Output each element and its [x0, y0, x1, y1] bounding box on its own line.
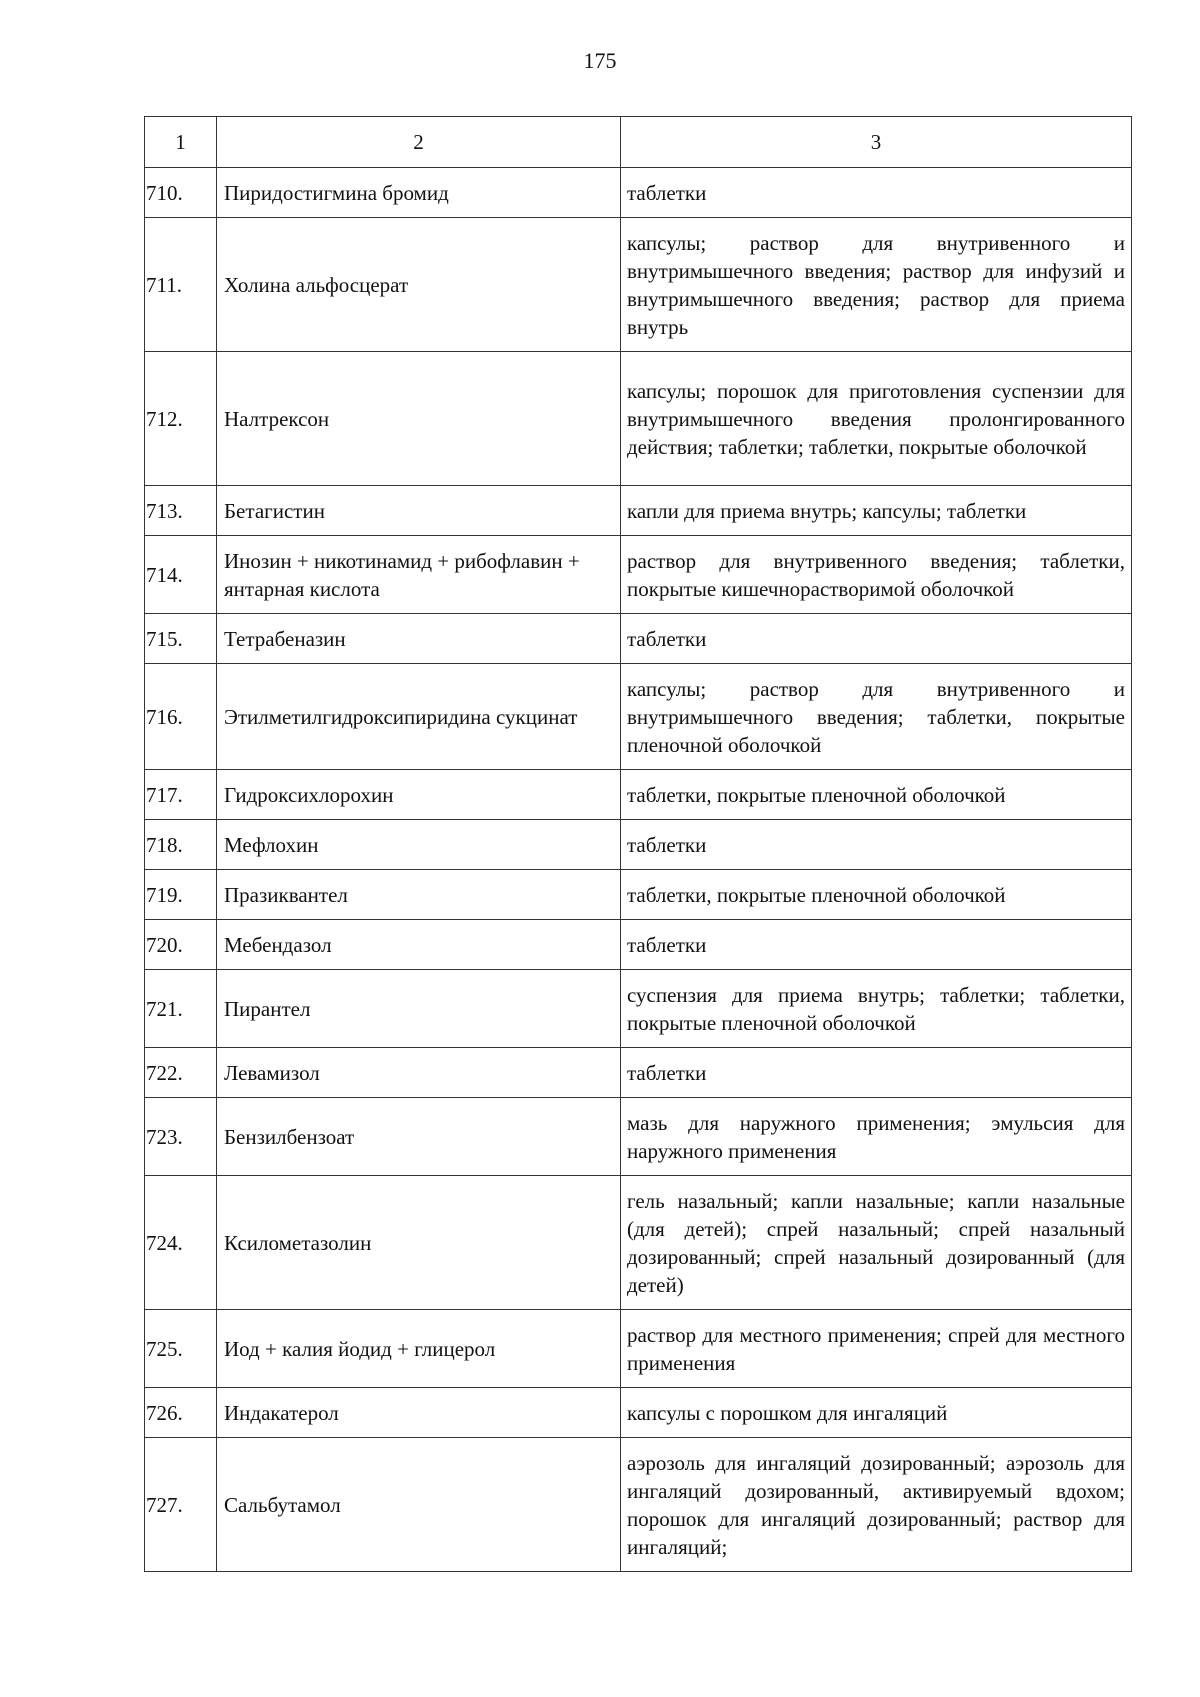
dosage-forms: аэрозоль для ингаляций дозированный; аэрозоль для ингаляций дозированный, активируемый вдохом; порошок для ингаляций дозированный; раствор для ингаляций;: [621, 1438, 1132, 1572]
row-number: 724.: [145, 1176, 217, 1310]
drug-name: Пиридостигмина бромид: [217, 168, 621, 218]
drug-name: Иод + калия йодид + глицерол: [217, 1310, 621, 1388]
table-row: [145, 770, 1132, 820]
header-col-2: 2: [217, 117, 621, 168]
dosage-forms: капсулы; порошок для приготовления суспензии для внутримышечного введения пролонгированного действия; таблетки; таблетки, покрытые оболочкой: [621, 352, 1132, 486]
drug-name: Левамизол: [217, 1048, 621, 1098]
dosage-forms: таблетки: [621, 614, 1132, 664]
header-col-3: 3: [621, 117, 1132, 168]
row-number: 713.: [145, 486, 217, 536]
row-number: 711.: [145, 218, 217, 352]
drug-name: Этилметилгидроксипиридина сукцинат: [217, 664, 621, 770]
drug-name: Бензилбензоат: [217, 1098, 621, 1176]
dosage-forms: суспензия для приема внутрь; таблетки; таблетки, покрытые пленочной оболочкой: [621, 970, 1132, 1048]
dosage-forms: капли для приема внутрь; капсулы; таблетки: [621, 486, 1132, 536]
dosage-forms: капсулы с порошком для ингаляций: [621, 1388, 1132, 1438]
row-number: 714.: [145, 536, 217, 614]
table-row: [145, 218, 1132, 352]
table-row: [145, 486, 1132, 536]
drug-name: Налтрексон: [217, 352, 621, 486]
drug-name: Холина альфосцерат: [217, 218, 621, 352]
table-row: [145, 1176, 1132, 1310]
row-number: 712.: [145, 352, 217, 486]
drug-name: Индакатерол: [217, 1388, 621, 1438]
row-number: 715.: [145, 614, 217, 664]
row-number: 720.: [145, 920, 217, 970]
row-number: 722.: [145, 1048, 217, 1098]
table-row: [145, 1310, 1132, 1388]
dosage-forms: таблетки, покрытые пленочной оболочкой: [621, 770, 1132, 820]
drug-name: Сальбутамол: [217, 1438, 621, 1572]
row-number: 716.: [145, 664, 217, 770]
dosage-forms: мазь для наружного применения; эмульсия для наружного применения: [621, 1098, 1132, 1176]
table-row: [145, 820, 1132, 870]
dosage-forms: гель назальный; капли назальные; капли назальные (для детей); спрей назальный; спрей назальный дозированный; спрей назальный дозированный (для детей): [621, 1176, 1132, 1310]
drug-name: Инозин + никотинамид + рибофлавин + янтарная кислота: [217, 536, 621, 614]
table-row: [145, 1048, 1132, 1098]
table-row: [145, 536, 1132, 614]
dosage-forms: таблетки: [621, 920, 1132, 970]
page-number: 175: [583, 48, 617, 73]
drug-name: Гидроксихлорохин: [217, 770, 621, 820]
row-number: 726.: [145, 1388, 217, 1438]
dosage-forms: капсулы; раствор для внутривенного и внутримышечного введения; раствор для инфузий и внутримышечного введения; раствор для приема внутрь: [621, 218, 1132, 352]
table-row: [145, 1388, 1132, 1438]
dosage-forms: раствор для внутривенного введения; таблетки, покрытые кишечнорастворимой оболочкой: [621, 536, 1132, 614]
row-number: 723.: [145, 1098, 217, 1176]
row-number: 721.: [145, 970, 217, 1048]
drug-name: Мебендазол: [217, 920, 621, 970]
dosage-forms: таблетки, покрытые пленочной оболочкой: [621, 870, 1132, 920]
table-row: [145, 664, 1132, 770]
drug-name: Празиквантел: [217, 870, 621, 920]
table-row: [145, 1438, 1132, 1572]
dosage-forms: капсулы; раствор для внутривенного и внутримышечного введения; таблетки, покрытые пленочной оболочкой: [621, 664, 1132, 770]
dosage-forms: таблетки: [621, 820, 1132, 870]
drug-name: Пирантел: [217, 970, 621, 1048]
row-number: 717.: [145, 770, 217, 820]
table-header-row: [145, 117, 1132, 168]
table-row: [145, 1098, 1132, 1176]
table-row: [145, 970, 1132, 1048]
drug-name: Ксилометазолин: [217, 1176, 621, 1310]
dosage-forms: таблетки: [621, 1048, 1132, 1098]
table-row: [145, 168, 1132, 218]
dosage-forms: таблетки: [621, 168, 1132, 218]
row-number: 710.: [145, 168, 217, 218]
header-col-1: 1: [145, 117, 217, 168]
drug-name: Тетрабеназин: [217, 614, 621, 664]
drug-name: Мефлохин: [217, 820, 621, 870]
row-number: 719.: [145, 870, 217, 920]
drug-name: Бетагистин: [217, 486, 621, 536]
row-number: 727.: [145, 1438, 217, 1572]
row-number: 725.: [145, 1310, 217, 1388]
dosage-forms: раствор для местного применения; спрей для местного применения: [621, 1310, 1132, 1388]
row-number: 718.: [145, 820, 217, 870]
table-row: [145, 870, 1132, 920]
drug-table: [144, 116, 1132, 1572]
table-row: [145, 920, 1132, 970]
table-row: [145, 614, 1132, 664]
table-row: [145, 352, 1132, 486]
